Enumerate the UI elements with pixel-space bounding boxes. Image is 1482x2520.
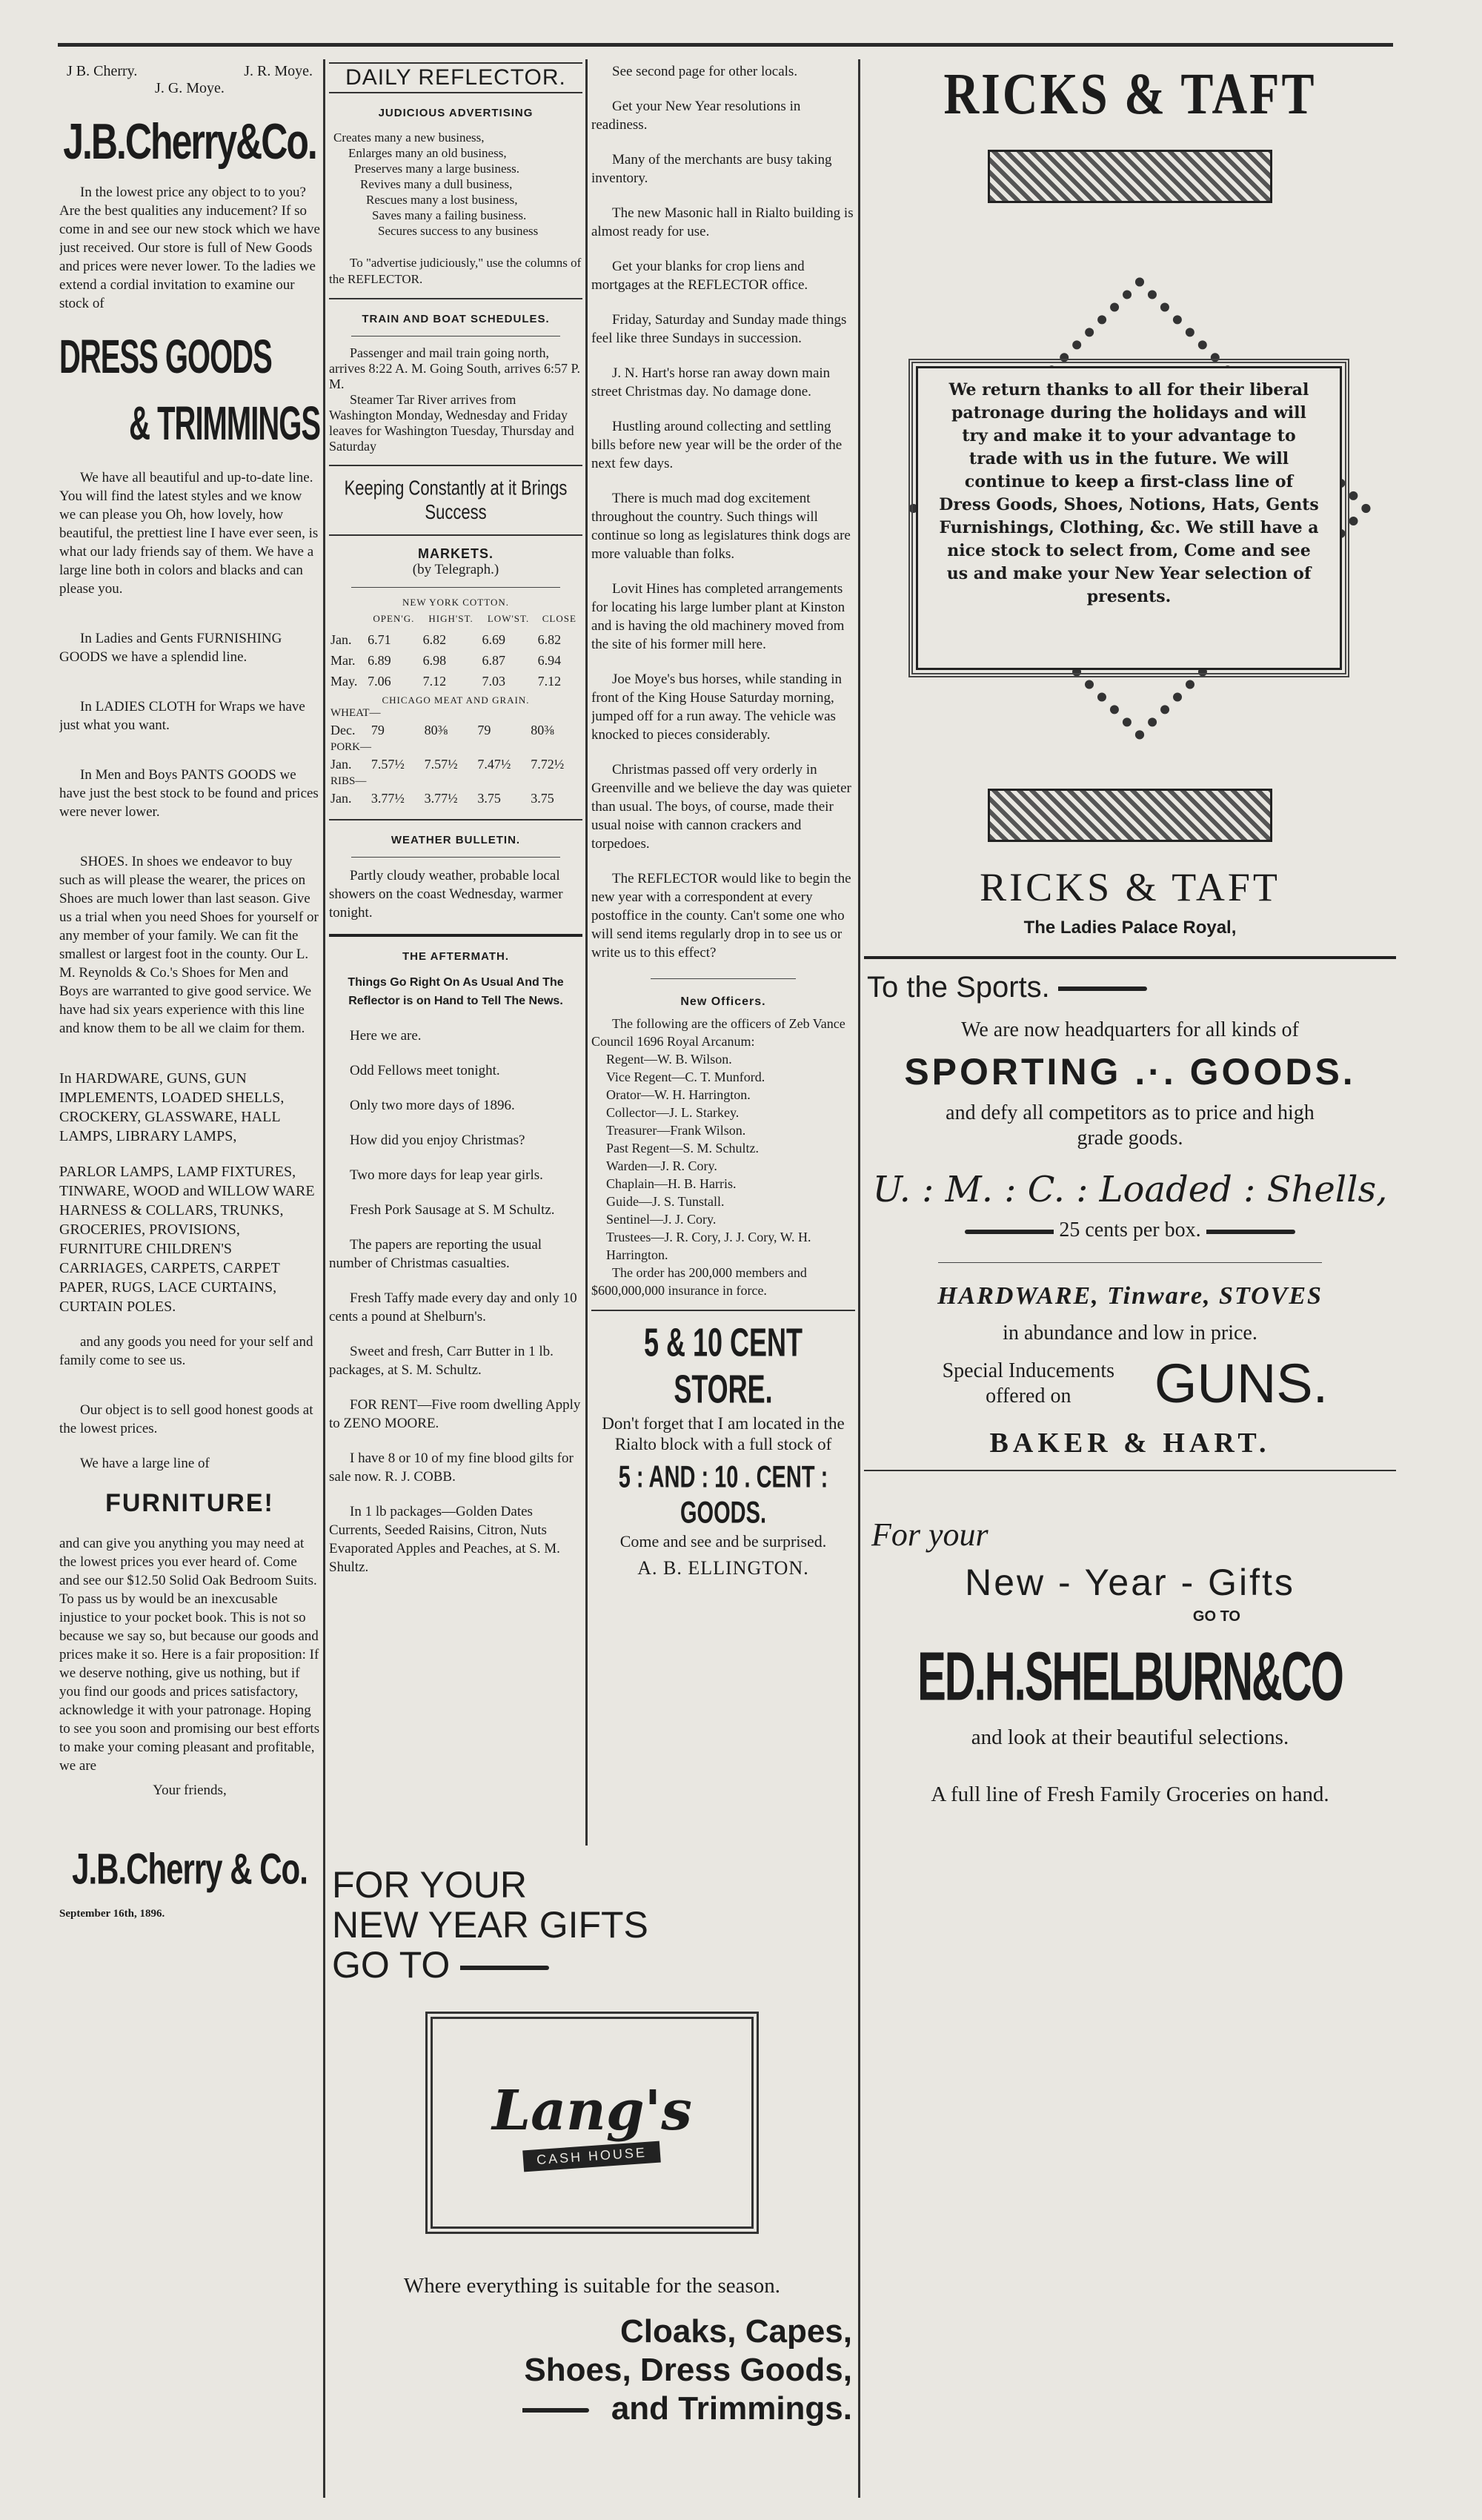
table-row: May. 7.06 7.12 7.03 7.12	[330, 674, 562, 689]
swash-ornament	[1206, 1230, 1295, 1234]
owner-left: J B. Cherry.	[67, 63, 138, 79]
wheat-label: WHEAT—	[330, 707, 381, 719]
column-divider	[858, 59, 860, 2498]
aftermath-heading: THE AFTERMATH.	[402, 950, 509, 963]
langs-name: Lang's	[492, 2078, 692, 2143]
advertise-paragraph: To "advertise judiciously," use the columns of the REFLECTOR.	[329, 256, 582, 286]
list-item: Sweet and fresh, Carr Butter in 1 lb. packages, at S. M. Schultz.	[329, 1344, 554, 1378]
masthead: DAILY REFLECTOR.	[329, 62, 582, 93]
list-item: Fresh Pork Sausage at S. M Schultz.	[350, 1202, 555, 1218]
diamond-frame	[864, 225, 1396, 789]
ladies-palace: The Ladies Palace Royal,	[1023, 918, 1237, 938]
aftermath-items	[329, 1027, 582, 1576]
list-item: Past Regent—S. M. Schultz.	[606, 1141, 759, 1155]
column-ricks-taft	[864, 62, 1396, 2501]
special-line: Special Inducements offered on	[942, 1359, 1115, 1407]
hardware-paragraph: In HARDWARE, GUNS, GUN IMPLEMENTS, LOADED SHELLS, CROCKERY, GLASSWARE, HALL LAMPS, LIBRARY LAMPS,	[59, 1070, 285, 1144]
go-to: GO TO	[1192, 1608, 1240, 1625]
parlor-paragraph: PARLOR LAMPS, LAMP FIXTURES, TINWARE, WOOD and WILLOW WARE HARNESS & COLLARS, TRUNKS, GROCERIES, PROVISIONS, FURNITURE CHILDREN'S CARRIAGES, CARPETS, CARPET PAPER, RUGS, LACE CURTAINS, CURTAIN POLES.	[59, 1164, 315, 1315]
list-item: Warden—J. R. Cory.	[606, 1158, 717, 1173]
chicago-table	[329, 706, 582, 809]
judicious-line: Secures success to any business	[378, 224, 539, 238]
list-item: Christmas passed off very orderly in Greenville and we believe the day was quieter than usual. The boys, of course, made their usual noise with cannon crackers and torpedoes.	[591, 762, 851, 852]
store-goods: 5 : AND : 10 . CENT : GOODS.	[618, 1460, 828, 1531]
holly-ornament	[988, 789, 1272, 842]
langs-line-1: FOR YOUR	[332, 1864, 527, 1906]
table-row: Jan. 6.71 6.82 6.69 6.82	[330, 632, 562, 647]
list-item: Many of the merchants are busy taking inventory.	[591, 152, 832, 186]
cents-text: 25 cents per box.	[1059, 1218, 1201, 1241]
list-item: I have 8 or 10 of my fine blood gilts for sale now. R. J. COBB.	[329, 1450, 574, 1485]
large-line-paragraph: We have a large line of	[80, 1456, 210, 1471]
keep-slogan: Keeping Constantly at it Brings Success	[344, 476, 568, 524]
list-item: Only two more days of 1896.	[350, 1098, 515, 1113]
ad-date: September 16th, 1896.	[59, 1908, 165, 1920]
cotton-table	[329, 609, 582, 692]
store-paragraph: Don't forget that I am located in the Rialto block with a full stock of	[602, 1414, 845, 1453]
furniture-paragraph: and can give you anything you may need at the lowest prices you ever heard of. Come and see our $12.50 Solid Oak Bedroom Suits. To pass us by would be an inexcusable injustice to your pocket book. This is not so because we say so, but because our goods and prices make it so. Here is a fair proposition: If we deserve nothing, give us nothing, but if you find our goods and prices satisfactory, acknowledge it with your patronage. Hoping to see you soon and promising our best efforts to make your coming pleasant and profitable, we are	[59, 1536, 320, 1774]
list-item: There is much mad dog excitement throughout the country. Such things will continue so long as legislatures think dogs are more valuable than folks.	[591, 491, 851, 562]
locals-list	[591, 62, 855, 962]
table-row: Mar. 6.89 6.98 6.87 6.94	[330, 653, 562, 668]
defy-line: and defy all competitors as to price and high grade goods.	[946, 1101, 1315, 1150]
list-item: See second page for other locals.	[612, 64, 798, 79]
cash-house-label: CASH HOUSE	[523, 2141, 662, 2172]
hardware-line: HARDWARE, Tinware, STOVES	[937, 1282, 1323, 1310]
officers-end: The order has 200,000 members and $600,000,000 insurance in force.	[591, 1265, 807, 1298]
cloth-paragraph: In LADIES CLOTH for Wraps we have just what you want.	[59, 699, 305, 733]
shoes-paragraph: SHOES. In shoes we endeavor to buy such as will please the wearer, the prices on Shoes are much lower than last season. Give us a trial when you need Shoes for yourself or any member of your family. We can fit the smallest or largest foot in the county. Our L. M. Reynolds & Co.'s Shoes for Men and Boys are warranted to give good service. We have had six years experience with this line and know them to be all we claim for them.	[59, 854, 319, 1036]
firm-name: J.B.Cherry&Co.	[63, 113, 316, 170]
pork-label: PORK—	[330, 741, 372, 753]
list-item: How did you enjoy Christmas?	[350, 1133, 525, 1148]
list-item: Hustling around collecting and settling bills before new year will be the order of the next few days.	[591, 419, 843, 471]
list-item: Joe Moye's bus horses, while standing in front of the King House Saturday morning, jumped off for a run away. The vehicle was knocked to pieces considerably.	[591, 672, 843, 743]
boat-paragraph: Steamer Tar River arrives from Washington Monday, Wednesday and Friday leaves for Washington Tuesday, Thursday and Saturday	[329, 392, 574, 454]
list-item: Here we are.	[350, 1028, 422, 1044]
cloaks-list	[522, 2312, 852, 2428]
where-line: Where everything is suitable for the season.	[403, 2274, 781, 2298]
swash-ornament	[1058, 987, 1147, 991]
furnishing-paragraph: In Ladies and Gents FURNISHING GOODS we have a splendid line.	[59, 631, 282, 665]
pants-paragraph: In Men and Boys PANTS GOODS we have just the best stock to be found and prices were never lower.	[59, 767, 319, 820]
dress-goods-heading: DRESS GOODS	[59, 331, 272, 384]
judicious-line: Saves many a failing business.	[372, 208, 527, 222]
store-come: Come and see and be surprised.	[619, 1532, 827, 1551]
list-item: Vice Regent—C. T. Munford.	[606, 1070, 765, 1084]
list-item: FOR RENT—Five room dwelling Apply to ZENO MOORE.	[329, 1397, 581, 1431]
officers-intro: The following are the officers of Zeb Vance Council 1696 Royal Arcanum:	[591, 1016, 845, 1049]
for-your: For your	[871, 1516, 988, 1553]
list-item: Sentinel—J. J. Cory.	[606, 1212, 717, 1227]
weather-paragraph: Partly cloudy weather, probable local showers on the coast Wednesday, warmer tonight.	[329, 868, 563, 921]
intro-paragraph: In the lowest price any object to to you? Are the best qualities any inducement? If so come in and see our new stock which we have just received. Our store is full of New Goods and prices were never lower. To the ladies we extend a cordial invitation to examine our stock of	[59, 185, 320, 311]
table-row: Jan. 7.57½ 7.57½ 7.47½ 7.72½	[330, 757, 565, 772]
headquarters-line: We are now headquarters for all kinds of	[961, 1018, 1299, 1041]
langs-ad-head	[329, 1850, 855, 1985]
list-item: Fresh Taffy made every day and only 10 cents a pound at Shelburn's.	[329, 1290, 577, 1324]
owner-center: J. G. Moye.	[155, 80, 225, 96]
store-heading: 5 & 10 CENT STORE.	[643, 1319, 803, 1412]
cloaks-line: Shoes, Dress Goods,	[524, 2352, 852, 2388]
top-rule	[58, 43, 1393, 47]
langs-line-3	[332, 1945, 855, 1985]
column-divider	[585, 59, 588, 1846]
abundance-line: in abundance and low in price.	[1003, 1322, 1257, 1344]
trimmings-heading: & TRIMMINGS	[129, 397, 320, 451]
list-item: Trustees—J. R. Cory, J. J. Cory, W. H. Harrington.	[606, 1230, 811, 1262]
list-item: Regent—W. B. Wilson.	[606, 1052, 732, 1067]
train-heading: TRAIN AND BOAT SCHEDULES.	[362, 313, 550, 325]
cloaks-line: Cloaks, Capes,	[619, 2313, 852, 2350]
markets-sub: (by Telegraph.)	[412, 562, 499, 577]
list-item: In 1 lb packages—Golden Dates Currents, Seeded Raisins, Citron, Nuts Evaporated Apples and Peaches, at S. M. Shultz.	[329, 1504, 560, 1575]
list-item: Treasurer—Frank Wilson.	[606, 1123, 746, 1138]
column-cherry-ad	[59, 62, 320, 2501]
groceries-line: A full line of Fresh Family Groceries on hand.	[931, 1783, 1329, 1806]
ricks-taft-title: RICKS & TAFT	[943, 62, 1317, 127]
sporting-goods: SPORTING .·. GOODS.	[904, 1051, 1356, 1092]
aftermath-sub: Things Go Right On As Usual And The Reflector is on Hand to Tell The News.	[348, 976, 564, 1007]
list-item: Lovit Hines has completed arrangements for locating his large lumber plant at Kinston and is having the old machinery moved from the site of his former mill here.	[591, 581, 845, 652]
store-owner: A. B. ELLINGTON.	[637, 1557, 809, 1579]
judicious-line: Revives many a dull business,	[360, 177, 513, 191]
langs-logo	[425, 2012, 759, 2234]
list-item: The new Masonic hall in Rialto building is almost ready for use.	[591, 205, 854, 239]
judicious-line: Preserves many a large business.	[354, 162, 519, 176]
look-line: and look at their beautiful selections.	[971, 1725, 1289, 1749]
ribs-label: RIBS—	[330, 775, 367, 787]
list-item: Collector—J. L. Starkey.	[606, 1105, 740, 1120]
list-item: Two more days for leap year girls.	[350, 1167, 543, 1183]
list-item: Chaplain—H. B. Harris.	[606, 1176, 737, 1191]
friends-line: Your friends,	[153, 1783, 227, 1798]
cotton-heading: NEW YORK COTTON.	[402, 597, 509, 608]
judicious-line: Creates many a new business,	[333, 130, 485, 145]
swash-ornament	[460, 1966, 549, 1970]
signature: J.B.Cherry & Co.	[72, 1844, 308, 1894]
sports-heading	[867, 971, 1396, 1004]
ricks-taft-title-2: RICKS & TAFT	[980, 865, 1280, 909]
furniture-heading: FURNITURE!	[105, 1489, 274, 1517]
langs-line-2: NEW YEAR GIFTS	[332, 1904, 648, 1946]
sports-heading-text: To the Sports.	[867, 971, 1050, 1004]
officers-list	[591, 1015, 855, 1299]
list-item: J. N. Hart's horse ran away down main street Christmas day. No damage done.	[591, 365, 831, 399]
guns-row	[864, 1352, 1396, 1415]
list-item: Orator—W. H. Harrington.	[606, 1087, 751, 1102]
shells-line: U. : M. : C. : Loaded : Shells,	[872, 1169, 1388, 1210]
holly-ornament	[988, 150, 1272, 203]
cents-line	[864, 1218, 1396, 1243]
langs-goto: GO TO	[332, 1944, 451, 1986]
swash-ornament	[965, 1230, 1054, 1234]
list-item: The REFLECTOR would like to begin the new year with a correspondent at every postoffice in the county. Can't some one who will send items regularly drop in to see us or write us to this effect?	[591, 871, 851, 961]
officers-heading: New Officers.	[680, 995, 766, 1008]
table-row: Dec. 79 80⅜ 79 80⅜	[330, 723, 554, 737]
judicious-line: Enlarges many an old business,	[348, 146, 507, 160]
judicious-heading: JUDICIOUS ADVERTISING	[378, 107, 534, 119]
train-paragraph: Passenger and mail train going north, arrives 8:22 A. M. Going South, arrives 6:57 P. M.	[329, 345, 580, 391]
list-item: The papers are reporting the usual number of Christmas casualties.	[329, 1237, 542, 1271]
cloaks-line	[522, 2390, 852, 2428]
anygoods-paragraph: and any goods you need for your self and family come to see us.	[59, 1334, 313, 1368]
list-item: Get your blanks for crop liens and mortgages at the REFLECTOR office.	[591, 259, 808, 293]
cloaks-line-3: and Trimmings.	[611, 2390, 852, 2427]
langs-ad	[329, 1850, 855, 2436]
judicious-line: Rescues many a lost business,	[366, 193, 518, 207]
swash-ornament	[522, 2408, 589, 2413]
list-item: Guide—J. S. Tunstall.	[606, 1194, 725, 1209]
weather-heading: WEATHER BULLETIN.	[391, 834, 521, 846]
owner-right: J. R. Moye.	[244, 63, 313, 79]
cotton-header-row: OPEN'G. HIGH'ST. LOW'ST. CLOSE	[373, 613, 576, 624]
list-item: Odd Fellows meet tonight.	[350, 1063, 500, 1078]
table-row: Jan. 3.77½ 3.77½ 3.75 3.75	[330, 791, 554, 806]
markets-heading: MARKETS.	[418, 546, 494, 561]
column-divider	[323, 59, 325, 2498]
list-item: Friday, Saturday and Sunday made things feel like three Sundays in succession.	[591, 312, 847, 346]
thanks-notice: We return thanks to all for their liberal patronage during the holidays and will try and make it to your advantage to trade with us in the future. We will continue to keep a first-class line of Dress Goods, Shoes, Notions, Hats, Gents Furnishings, Clothing, &c. We still have a nice stock to select from, Come and see us and make your New Year selection of presents.	[916, 366, 1342, 670]
owner-names	[59, 62, 320, 80]
shelburn-name: ED.H.SHELBURN&CO	[917, 1638, 1343, 1716]
list-item: Get your New Year resolutions in readiness.	[591, 99, 801, 133]
baker-hart: BAKER & HART.	[989, 1428, 1271, 1459]
new-year-gifts: New - Year - Gifts	[965, 1562, 1295, 1603]
guns-heading: GUNS.	[1154, 1353, 1329, 1414]
chicago-heading: CHICAGO MEAT AND GRAIN.	[382, 694, 530, 706]
beautiful-paragraph: We have all beautiful and up-to-date line. You will find the latest styles and we know we can please you Oh, how lovely, how beautiful, the prettiest line I have ever seen, is what our lady friends say of them. We have a large line both in colors and blacks and can please you.	[59, 470, 319, 597]
column-locals	[591, 62, 855, 2049]
object-paragraph: Our object is to sell good honest goods at the lowest prices.	[59, 1402, 313, 1436]
judicious-list	[329, 130, 582, 239]
